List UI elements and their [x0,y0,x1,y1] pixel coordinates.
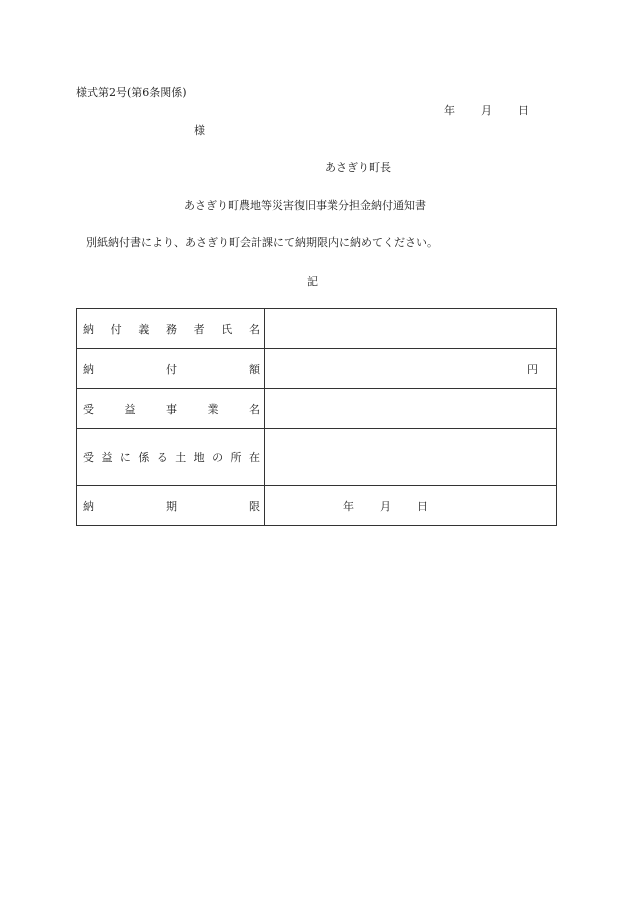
label-project-name [77,389,265,429]
label-char: 氏 [221,322,233,336]
form-number: 様式第2号(第6条関係) [76,86,187,99]
table-row-payer-name [77,309,557,349]
label-char: 在 [248,451,260,464]
deadline-month-label: 月 [380,499,391,513]
label-char: 益 [124,402,136,416]
body-text: 別紙納付書により、あさぎり町会計課にて納期限内に納めてください。 [86,236,438,249]
label-char: 益 [101,451,113,464]
label-char: 土 [175,451,187,464]
label-char: 義 [138,322,150,336]
label-char: 納 [83,499,94,513]
label-char: 名 [249,402,260,416]
label-char: 受 [83,402,94,416]
label-char: に [119,451,131,464]
label-char: 名 [248,322,260,336]
label-char: 付 [166,362,177,376]
label-char: 者 [193,322,205,336]
issuer-name: あさぎり町長 [325,161,391,174]
deadline-date [343,498,428,514]
label-char: 務 [165,322,177,336]
label-char: 納 [83,362,94,376]
label-char: 期 [166,499,177,513]
addressee-suffix: 様 [194,124,205,137]
yen-unit: 円 [527,362,538,376]
label-char: 納 [83,322,94,336]
date-year-label: 年 [444,104,455,117]
table-row-deadline [77,486,557,526]
notice-table [76,308,557,526]
label-char: 係 [138,451,150,464]
date-day-label: 日 [518,104,529,117]
table-row-amount [77,349,557,389]
value-deadline[interactable] [265,486,557,526]
label-char: 事 [166,402,177,416]
table-row-land-location [77,429,557,486]
table-row-project-name [77,389,557,429]
label-char: 業 [207,402,219,416]
label-land-location [77,429,265,486]
label-char: 額 [249,362,260,376]
value-amount[interactable] [265,349,557,389]
date-month-label: 月 [481,104,492,117]
label-char: の [212,451,224,464]
label-amount [77,349,265,389]
label-char: 付 [110,322,122,336]
label-deadline [77,486,265,526]
value-payer-name[interactable] [265,309,557,349]
label-char: 地 [193,451,205,464]
value-land-location[interactable] [265,429,557,486]
deadline-day-label: 日 [417,499,428,513]
value-project-name[interactable] [265,389,557,429]
label-char: 所 [230,451,242,464]
deadline-year-label: 年 [343,499,354,513]
label-char: 受 [83,451,94,464]
document-title: あさぎり町農地等災害復旧事業分担金納付通知書 [184,199,426,212]
label-char: 限 [249,499,260,513]
label-char: る [156,451,168,464]
label-payer-name [77,309,265,349]
record-mark: 記 [307,275,318,288]
issue-date-line [444,105,529,116]
